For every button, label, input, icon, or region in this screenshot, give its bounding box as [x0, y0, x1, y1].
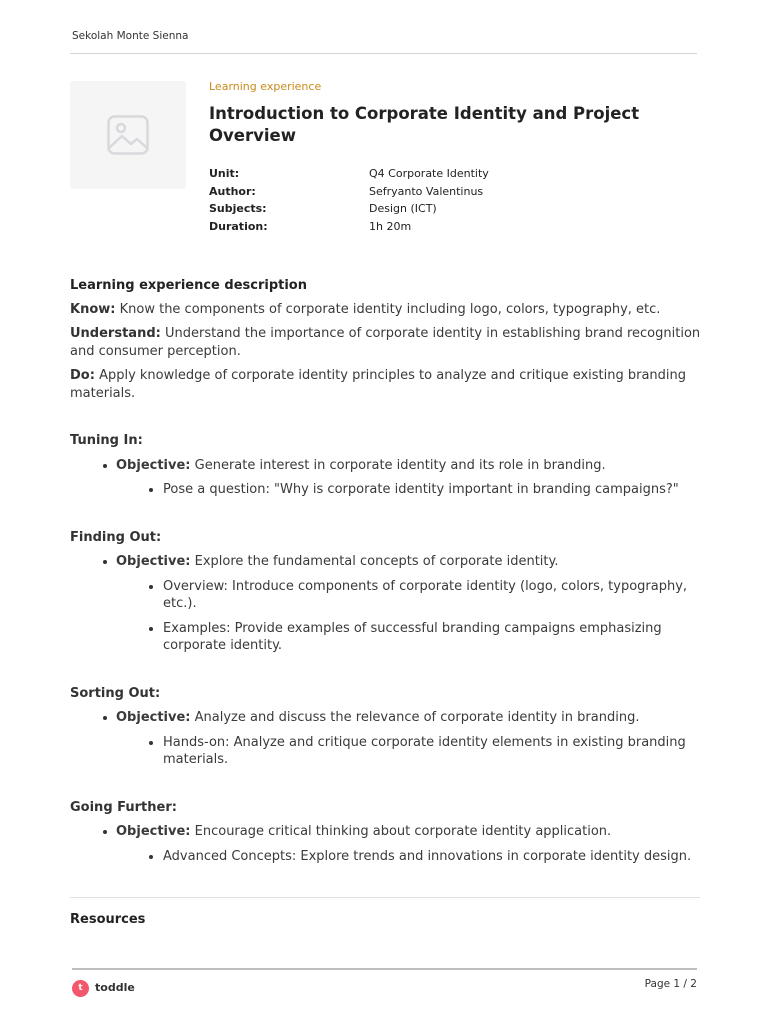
sub-item: Hands-on: Analyze and critique corporate identity elements in existing branding materials. — [116, 734, 710, 769]
phase-tuning-in — [70, 432, 710, 499]
phase-heading: Going Further: — [70, 799, 177, 815]
image-placeholder-icon — [107, 115, 149, 155]
footer-divider — [72, 968, 697, 970]
objective-text: Explore the fundamental concepts of corporate identity. — [194, 554, 559, 569]
brand-name: toddle — [95, 981, 135, 994]
description-label: Know: — [70, 301, 116, 317]
phase-heading: Tuning In: — [70, 433, 143, 448]
objective-list — [70, 709, 710, 769]
objective-text: Encourage critical thinking about corporate identity application. — [194, 824, 612, 839]
objective-item — [70, 823, 710, 865]
phase-heading: Sorting Out: — [70, 685, 161, 701]
objective-item — [70, 457, 710, 499]
sub-list — [116, 848, 710, 866]
description-text: Understand the importance of corporate identity in establishing brand recognition and consumer perception. — [70, 326, 701, 359]
objective-text: Generate interest in corporate identity and its role in branding. — [194, 457, 606, 473]
content-type-label: Learning experience — [209, 80, 322, 93]
toddle-logo-icon — [72, 980, 89, 997]
logo-letter: t — [78, 983, 83, 993]
meta-value: Sefryanto Valentinus — [369, 184, 484, 198]
sub-list — [116, 734, 710, 769]
meta-key: Subjects: — [209, 202, 267, 215]
meta-key: Duration: — [209, 219, 268, 233]
resources-divider — [70, 897, 700, 898]
meta-key: Author: — [209, 184, 256, 198]
header-divider — [70, 53, 697, 54]
objective-label: Objective: — [116, 554, 191, 569]
description-label: Do: — [70, 368, 95, 383]
description-text: Apply knowledge of corporate identity principles to analyze and critique existing branding materials. — [70, 368, 687, 401]
meta-value: Design (ICT) — [369, 202, 437, 215]
description-know — [70, 301, 710, 319]
objective-label: Objective: — [116, 710, 191, 725]
sub-item: Overview: Introduce components of corporate identity (logo, colors, typography, etc.). — [116, 578, 710, 613]
objective-item — [70, 553, 710, 655]
resources-heading: Resources — [70, 912, 146, 927]
objective-text: Analyze and discuss the relevance of corporate identity in branding. — [194, 710, 640, 725]
objective-list — [70, 553, 710, 655]
sub-item: Examples: Provide examples of successful branding campaigns emphasizing corporate identity. — [116, 620, 710, 655]
meta-key: Unit: — [209, 167, 240, 180]
description-understand — [70, 325, 710, 360]
meta-value: Q4 Corporate Identity — [369, 167, 489, 180]
page-number: Page 1 / 2 — [644, 978, 697, 990]
sub-list — [116, 481, 710, 499]
phase-sorting-out — [70, 685, 710, 769]
school-name: Sekolah Monte Sienna — [72, 30, 189, 42]
objective-list — [70, 823, 710, 865]
objective-label: Objective: — [116, 824, 191, 839]
description-label: Understand: — [70, 326, 161, 341]
description-do — [70, 367, 710, 402]
sub-item: Advanced Concepts: Explore trends and innovations in corporate identity design. — [116, 848, 710, 866]
phase-going-further — [70, 799, 710, 866]
objective-label: Objective: — [116, 457, 191, 473]
sub-list — [116, 578, 710, 655]
description-text: Know the components of corporate identity including logo, colors, typography, etc. — [119, 301, 661, 317]
thumbnail-placeholder — [70, 81, 186, 189]
objective-list — [70, 457, 710, 499]
phase-finding-out — [70, 529, 710, 655]
sub-item: Pose a question: "Why is corporate identity important in branding campaigns?" — [116, 481, 710, 499]
phase-heading: Finding Out: — [70, 529, 162, 545]
page-title: Introduction to Corporate Identity and Project Overview — [209, 104, 640, 145]
description-heading: Learning experience description — [70, 278, 307, 293]
main-content — [70, 277, 710, 872]
meta-value: 1h 20m — [369, 219, 412, 233]
objective-item — [70, 709, 710, 769]
